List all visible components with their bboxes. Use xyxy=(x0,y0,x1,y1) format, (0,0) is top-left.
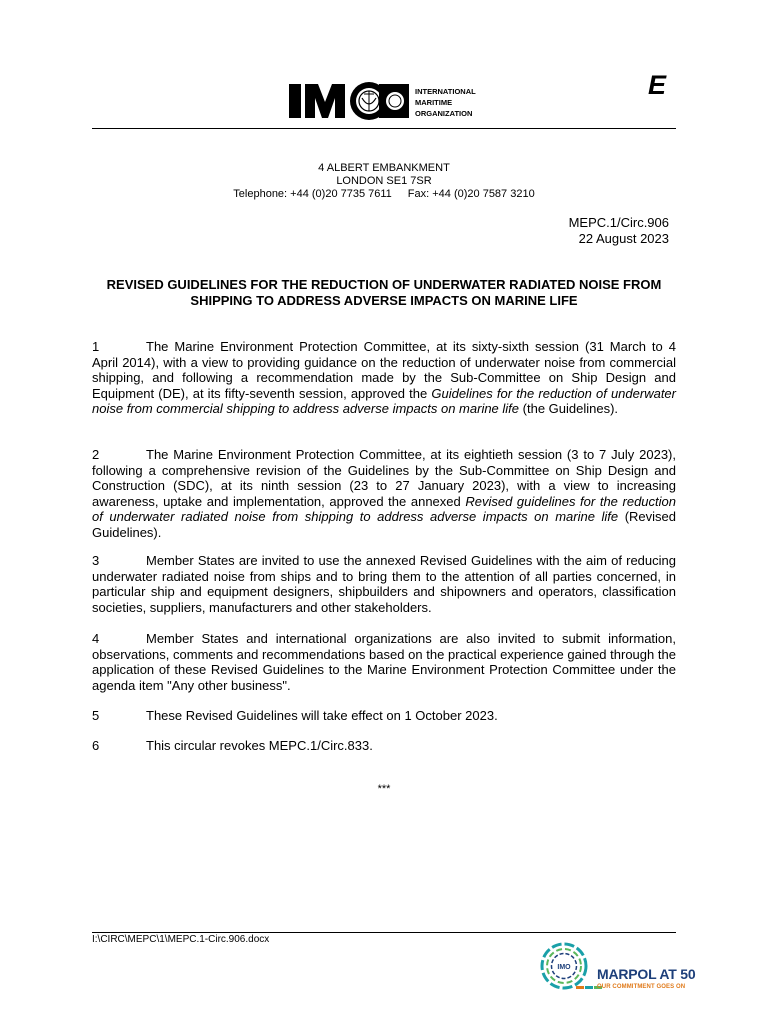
paragraph-6 xyxy=(92,738,676,754)
marpol-tagline: OUR COMMITMENT GOES ON xyxy=(597,984,686,990)
paragraph-3 xyxy=(92,553,676,615)
paragraph-5 xyxy=(92,708,676,724)
document-title: REVISED GUIDELINES FOR THE REDUCTION OF UNDERWATER RADIATED NOISE FROM SHIPPING TO ADDRESS ADVERSE IMPACTS ON MARINE LIFE xyxy=(106,277,662,308)
file-path: I:\CIRC\MEPC\1\MEPC.1-Circ.906.docx xyxy=(92,934,270,945)
marpol-title: MARPOL AT 50 xyxy=(597,966,696,982)
paragraph-text-end: (Revised Guidelines). xyxy=(92,509,676,540)
paragraph-text-end: (the Guidelines). xyxy=(519,401,619,416)
fax: Fax: +44 (0)20 7587 3210 xyxy=(407,188,535,200)
language-indicator: E xyxy=(648,70,667,100)
end-mark: *** xyxy=(377,783,391,795)
org-line-2: MARITIME xyxy=(415,98,453,107)
paragraph-text: Member States and international organizations are also invited to submit information, observations, comments and recommendations based on the practical experience gained through the application of these Revised Guidelines to the Marine Environment Protection Committee under the agenda item "Any other business". xyxy=(92,631,676,693)
address-street: 4 ALBERT EMBANKMENT xyxy=(318,162,450,174)
address-city: LONDON SE1 7SR xyxy=(336,175,432,187)
paragraph-number: 6 xyxy=(92,738,100,753)
paragraph-number: 1 xyxy=(92,339,100,354)
address-contact xyxy=(92,188,676,201)
circular-reference: MEPC.1/Circ.906 xyxy=(568,215,669,230)
footer-divider xyxy=(92,932,676,933)
paragraph-number: 3 xyxy=(92,553,100,568)
org-line-3: ORGANIZATION xyxy=(415,109,473,118)
revised-guidelines-title: Revised guidelines for the reduction of underwater radiated noise from shipping to address adverse impacts on marine life xyxy=(92,493,676,524)
paragraph-number: 2 xyxy=(92,447,100,462)
paragraph-text: Member States are invited to use the annexed Revised Guidelines with the aim of reducing underwater radiated noise from ships and to bring them to the attention of all parties concerned, in particular ship and equipment designers, shipbuilders and shipowners and operators, classification societies, suppliers, manufacturers and other stakeholders. xyxy=(92,553,676,615)
telephone: Telephone: +44 (0)20 7735 7611 xyxy=(233,188,392,200)
paragraph-text: The Marine Environment Protection Committee, at its sixty-sixth session (31 March to 4 April 2014), with a view to providing guidance on the reduction of underwater noise from commercial shipping, and following a recommendation made by the Sub-Committee on Ship Design and Equipment (DE), at its fifty-seventh session, approved the xyxy=(92,339,676,401)
imo-logo xyxy=(283,80,519,122)
guidelines-title: Guidelines for the reduction of underwater noise from commercial shipping to address adverse impacts on marine life xyxy=(92,385,676,416)
paragraph-number: 4 xyxy=(92,631,100,646)
header-divider xyxy=(92,128,676,129)
paragraph-text: The Marine Environment Protection Committee, at its eightieth session (3 to 7 July 2023), following a comprehensive revision of the Guidelines by the Sub-Committee on Ship Design and Construction (SDC), at its ninth session (23 to 27 January 2023), with a view to increasing awareness, uptake and implementation, approved the annexed xyxy=(92,447,676,509)
paragraph-1 xyxy=(92,339,676,417)
paragraph-number: 5 xyxy=(92,708,100,723)
org-line-1: INTERNATIONAL xyxy=(415,87,476,96)
circular-date: 22 August 2023 xyxy=(578,231,669,246)
paragraph-text: These Revised Guidelines will take effect on 1 October 2023. xyxy=(146,708,498,723)
marpol-badge-text: IMO xyxy=(557,964,571,971)
paragraph-4 xyxy=(92,631,676,693)
paragraph-2 xyxy=(92,447,676,540)
paragraph-text: This circular revokes MEPC.1/Circ.833. xyxy=(146,738,373,753)
